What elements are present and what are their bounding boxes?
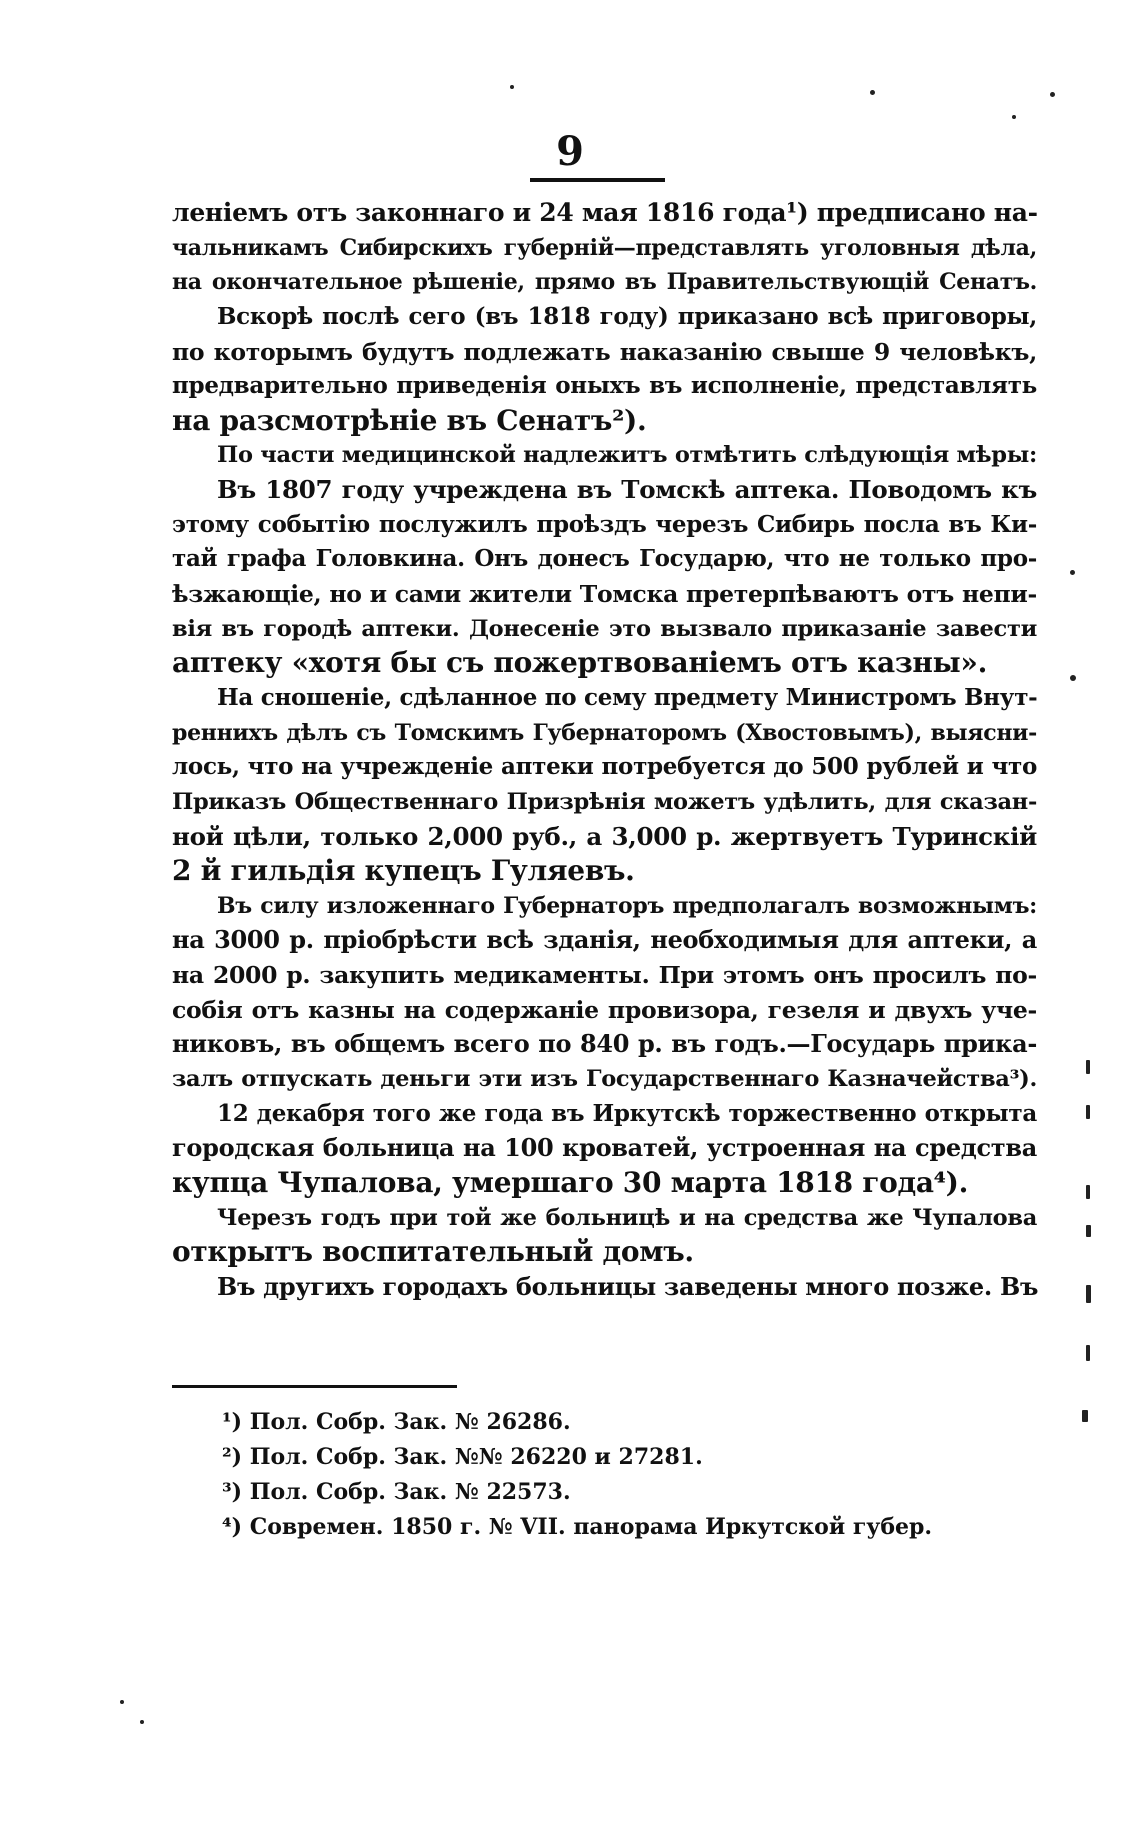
text-line: Въ силу изложеннаго Губернаторъ предполагалъ возможнымъ: bbox=[217, 892, 1037, 919]
footnote: ¹) Пол. Собр. Зак. № 26286. bbox=[222, 1409, 571, 1435]
text-line: этому событію послужилъ проѣздъ черезъ Сибирь посла въ Ки- bbox=[172, 510, 1037, 538]
text-line: аптеку «хотя бы съ пожертвованіемъ отъ казны». bbox=[172, 646, 988, 680]
text-line: залъ отпускать деньги эти изъ Государственнаго Казначейства³). bbox=[172, 1066, 1037, 1093]
text-line: никовъ, въ общемъ всего по 840 р. въ годъ.—Государь прика- bbox=[172, 1029, 1037, 1059]
scan-speck bbox=[120, 1700, 124, 1704]
text-line: открытъ воспитательный домъ. bbox=[172, 1235, 694, 1269]
text-line: вія въ городѣ аптеки. Донесеніе это вызвало приказаніе завести bbox=[172, 615, 1037, 642]
text-line: купца Чупалова, умершаго 30 марта 1818 года⁴). bbox=[172, 1165, 969, 1199]
footnote-separator bbox=[172, 1385, 457, 1388]
footnote: ⁴) Современ. 1850 г. № VII. панорама Иркутской губер. bbox=[222, 1514, 933, 1540]
scan-speck bbox=[1012, 115, 1016, 119]
page-number-rule bbox=[530, 178, 665, 182]
scan-speck bbox=[1086, 1105, 1090, 1119]
text-line: По части медицинской надлежитъ отмѣтить слѣдующія мѣры: bbox=[217, 442, 1037, 469]
scan-speck bbox=[1050, 92, 1055, 97]
scan-speck bbox=[1086, 1285, 1091, 1303]
text-line: предварительно приведенія оныхъ въ исполненіе, представлять bbox=[172, 372, 1037, 400]
text-line: Черезъ годъ при той же больницѣ и на средства же Чупалова bbox=[217, 1204, 1037, 1231]
body-text bbox=[172, 196, 1037, 1305]
text-line: 2 й гильдія купецъ Гуляевъ. bbox=[172, 854, 635, 888]
scan-speck bbox=[1086, 1185, 1090, 1199]
scan-speck bbox=[870, 90, 875, 95]
scan-speck bbox=[510, 85, 514, 89]
text-line: городская больница на 100 кроватей, устроенная на средства bbox=[172, 1133, 1037, 1163]
text-line: ной цѣли, только 2,000 руб., а 3,000 р. жертвуетъ Туринскій bbox=[172, 821, 1037, 851]
text-line: леніемъ отъ законнаго и 24 мая 1816 года¹) предписано на- bbox=[172, 198, 1038, 227]
scan-speck bbox=[1082, 1410, 1088, 1422]
text-line: лось, что на учрежденіе аптеки потребуется до 500 рублей и что bbox=[172, 753, 1037, 781]
page-number: 9 bbox=[556, 128, 584, 175]
text-line: Въ другихъ городахъ больницы заведены много позже. Въ bbox=[217, 1271, 1039, 1301]
scan-speck bbox=[1070, 570, 1075, 575]
text-line: реннихъ дѣлъ съ Томскимъ Губернаторомъ (Хвостовымъ), выясни- bbox=[172, 719, 1037, 746]
text-line: Въ 1807 году учреждена въ Томскѣ аптека. Поводомъ къ bbox=[217, 475, 1037, 505]
footnote: ²) Пол. Собр. Зак. №№ 26220 и 27281. bbox=[222, 1444, 703, 1470]
scan-speck bbox=[1086, 1225, 1091, 1237]
text-line: на 2000 р. закупить медикаменты. При этомъ онъ просилъ по- bbox=[172, 961, 1037, 990]
text-line: собія отъ казны на содержаніе провизора, гезеля и двухъ уче- bbox=[172, 995, 1037, 1024]
scan-speck bbox=[140, 1720, 144, 1724]
scan-speck bbox=[1086, 1060, 1090, 1074]
text-line: Вскорѣ послѣ сего (въ 1818 году) приказано всѣ приговоры, bbox=[217, 302, 1037, 330]
text-line: на разсмотрѣніе въ Сенатъ²). bbox=[172, 403, 647, 437]
text-line: Приказъ Общественнаго Призрѣнія можетъ удѣлить, для сказан- bbox=[172, 788, 1037, 815]
text-line: тай графа Головкина. Онъ донесъ Государю, что не только про- bbox=[172, 545, 1037, 573]
text-line: по которымъ будутъ подлежать наказанію свыше 9 человѣкъ, bbox=[172, 337, 1037, 366]
footnote: ³) Пол. Собр. Зак. № 22573. bbox=[222, 1479, 571, 1505]
text-line: чальникамъ Сибирскихъ губерній—представлять уголовныя дѣла, bbox=[172, 234, 1037, 261]
text-line: ѣзжающіе, но и сами жители Томска претерпѣваютъ отъ непи- bbox=[172, 580, 1037, 609]
scan-speck bbox=[1086, 1345, 1090, 1361]
text-line: На сношеніе, сдѣланное по сему предмету Министромъ Внут- bbox=[217, 683, 1038, 711]
footnotes bbox=[222, 1405, 1022, 1545]
text-line: на 3000 р. пріобрѣсти всѣ зданія, необходимыя для аптеки, а bbox=[172, 925, 1037, 955]
text-line: 12 декабря того же года въ Иркутскѣ торжественно открыта bbox=[217, 1099, 1037, 1127]
text-line: на окончательное рѣшеніе, прямо въ Правительствующій Сенатъ. bbox=[172, 269, 1037, 296]
scan-speck bbox=[1070, 675, 1076, 681]
